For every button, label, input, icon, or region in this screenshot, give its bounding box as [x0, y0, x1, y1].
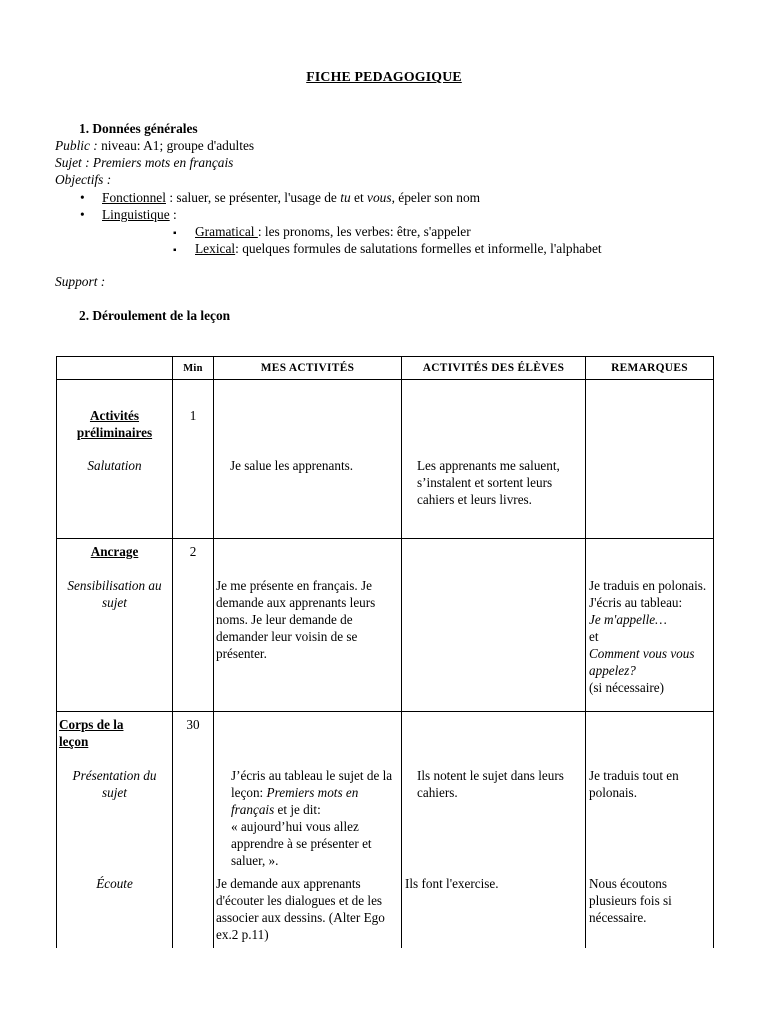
mes-activites-text: Je demande aux apprenants d'écouter les dialogues et de les associer aux dessins. (Alter Ego ex.2 p.11)	[216, 876, 385, 942]
mes-activites-part: et je dit:	[274, 802, 321, 817]
remarques-cell	[586, 380, 714, 539]
activites-eleves-cell	[402, 539, 586, 712]
fonctionnel-label: Fonctionnel	[102, 190, 166, 205]
public-line	[55, 137, 254, 154]
bullet-icon: •	[80, 190, 85, 205]
activites-eleves-text: Ils font l'exercise.	[405, 876, 499, 891]
stage-subtitle: Salutation	[87, 458, 142, 473]
stage-subtitle: Sensibilisation au sujet	[67, 578, 162, 610]
header-mes-activites: MES ACTIVITÉS	[214, 357, 402, 380]
mes-activites-cell	[214, 539, 402, 712]
remarque-line: Comment vous vous appelez?	[589, 646, 695, 678]
objectifs-label: Objectifs :	[55, 172, 112, 187]
activites-eleves-text: Ils notent le sujet dans leurs cahiers.	[417, 768, 564, 800]
stage-title: Ancrage	[90, 544, 139, 559]
fonctionnel-text: : saluer, se présenter, l'usage de	[165, 190, 341, 205]
remarque-line: et	[589, 629, 599, 644]
header-min: Min	[173, 357, 214, 380]
remarque-line: Je traduis en polonais.	[589, 578, 707, 593]
header-stage	[57, 357, 173, 380]
header-activites-eleves: ACTIVITÉS DES ÉLÈVES	[402, 357, 586, 380]
linguistique-label: Linguistique	[102, 207, 170, 222]
min-cell	[173, 539, 214, 712]
remarques-text: Je traduis tout en polonais.	[589, 768, 679, 800]
header-remarques: REMARQUES	[586, 357, 714, 380]
stage-cell	[57, 380, 173, 539]
public-label: Public :	[55, 138, 98, 153]
section-1-heading: 1. Données générales	[79, 121, 198, 136]
mes-activites-cell	[214, 712, 402, 949]
linguistique-colon: :	[169, 207, 177, 222]
mes-activites-cell	[214, 380, 402, 539]
remarques-text: Nous écoutons plusieurs fois si nécessaire.	[589, 876, 672, 925]
min-value: 2	[189, 544, 197, 559]
stage-cell	[57, 712, 173, 949]
table-header-row	[57, 357, 714, 380]
min-value: 1	[189, 408, 197, 423]
stage-cell	[57, 539, 173, 712]
remarque-line: J'écris au tableau:	[589, 595, 683, 610]
mes-activites-text: Je salue les apprenants.	[230, 458, 354, 473]
stage-subtitle: Présentation du sujet	[72, 768, 157, 800]
and-word: et	[350, 190, 368, 205]
min-value: 30	[186, 717, 200, 732]
gramatical-label: Gramatical	[195, 224, 258, 239]
lesson-table	[56, 356, 714, 948]
lexical-label: Lexical	[195, 241, 236, 256]
public-value: niveau: A1; groupe d'adultes	[97, 138, 255, 153]
remarque-line: Je m'appelle…	[589, 612, 667, 627]
objective-linguistique	[80, 206, 177, 223]
page-title: FICHE PEDAGOGIQUE	[306, 69, 462, 84]
sujet-line: Sujet : Premiers mots en français	[55, 155, 234, 170]
tu-word: tu	[340, 190, 351, 205]
square-bullet-icon: ▪	[173, 228, 177, 239]
activites-eleves-cell	[402, 380, 586, 539]
mes-activites-text: Je me présente en français. Je demande aux apprenants leurs noms. Je leur demande de demander leur voisin de se présenter.	[216, 578, 376, 661]
table-row	[57, 539, 714, 712]
mes-activites-quote: « aujourd’hui vous allez apprendre à se présenter et saluer, ».	[231, 819, 372, 868]
gramatical-text: : les pronoms, les verbes: être, s'appeler	[257, 224, 471, 239]
mes-activites-text	[231, 767, 399, 869]
remarques-text	[589, 577, 709, 696]
table-row	[57, 380, 714, 539]
objective-fonctionnel	[80, 189, 480, 206]
remarque-line: (si nécessaire)	[589, 680, 665, 695]
stage-title: Activités préliminaires	[76, 408, 153, 440]
stage-title: Corps de la leçon	[59, 717, 124, 749]
table-row	[57, 712, 714, 949]
sub-objective-lexical	[173, 240, 602, 259]
square-bullet-icon: ▪	[173, 245, 177, 256]
stage-subtitle: Écoute	[96, 876, 133, 891]
bullet-icon: •	[80, 207, 85, 222]
min-cell	[173, 380, 214, 539]
min-cell	[173, 712, 214, 949]
mes-activites-part: J’écris au tableau le sujet de la leçon:	[231, 768, 393, 800]
fonctionnel-text-end: , épeler son nom	[391, 190, 481, 205]
activites-eleves-cell	[402, 712, 586, 949]
section-2-heading: 2. Déroulement de la leçon	[79, 308, 231, 323]
lexical-text: : quelques formules de salutations formelles et informelle, l'alphabet	[235, 241, 602, 256]
remarques-cell	[586, 539, 714, 712]
remarques-cell	[586, 712, 714, 949]
support-label: Support :	[55, 274, 106, 289]
vous-word: vous	[367, 190, 392, 205]
lesson-subject: Premiers mots en français	[231, 785, 359, 817]
activites-eleves-text: Les apprenants me saluent, s’instalent et sortent leurs cahiers et leurs livres.	[417, 458, 560, 507]
